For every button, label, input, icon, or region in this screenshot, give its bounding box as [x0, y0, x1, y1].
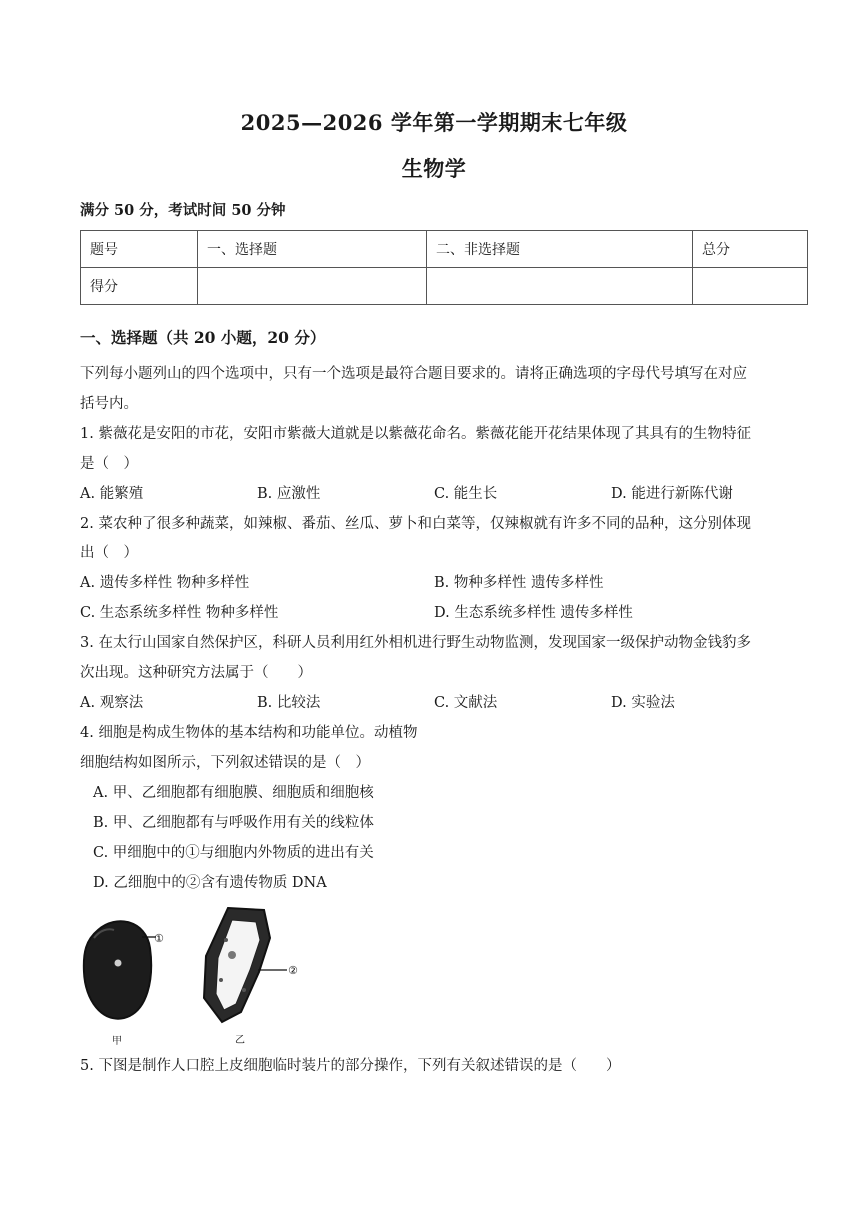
option-a: A. 遗传多样性 物种多样性	[80, 575, 250, 591]
table-row-label: 得分	[81, 268, 198, 305]
question-1-stem: 是（ ）	[80, 456, 138, 472]
label-2: ②	[288, 964, 298, 977]
table-header-cell: 二、非选择题	[427, 231, 693, 268]
label-1: ①	[154, 932, 164, 945]
table-header-cell: 题号	[81, 231, 198, 268]
score-cell[interactable]	[693, 268, 808, 305]
option-d: D. 实验法	[611, 695, 675, 711]
question-2-stem: 2. 菜农种了很多种蔬菜，如辣椒、番茄、丝瓜、萝卜和白菜等，仅辣椒就有许多不同的品种，这分别体现	[80, 516, 751, 532]
option-b: B. 比较法	[257, 695, 321, 711]
question-4-stem: 细胞结构如图所示，下列叙述错误的是（ ）	[80, 755, 370, 771]
score-table	[80, 230, 808, 305]
instruction-text: 下列每小题列山的四个选项中，只有一个选项是最符合题目要求的。请将正确选项的字母代号填写在对应	[80, 366, 747, 382]
page-title: 2025—2026 学年第一学期期末七年级	[240, 110, 628, 135]
option-c: C. 文献法	[434, 695, 498, 711]
table-row	[81, 268, 808, 305]
exam-info: 满分 50 分，考试时间 50 分钟	[80, 202, 286, 219]
instruction-text: 括号内。	[80, 396, 138, 412]
caption-jia: 甲	[112, 1036, 122, 1047]
table-row	[81, 231, 808, 268]
option-b: B. 物种多样性 遗传多样性	[434, 575, 604, 591]
option-c: C. 生态系统多样性 物种多样性	[80, 605, 279, 621]
option-d: D. 生态系统多样性 遗传多样性	[434, 605, 633, 621]
page-subtitle: 生物学	[401, 156, 467, 181]
question-1-stem: 1. 紫薇花是安阳的市花，安阳市紫薇大道就是以紫薇花命名。紫薇花能开花结果体现了其具有的生物特征	[80, 426, 751, 442]
option-c: C. 甲细胞中的①与细胞内外物质的进出有关	[93, 845, 374, 861]
cell-figure	[76, 900, 336, 1050]
plant-cell-image	[204, 908, 287, 1022]
score-cell[interactable]	[427, 268, 693, 305]
section-heading: 一、选择题（共 20 小题，20 分）	[80, 328, 326, 347]
option-a: A. 观察法	[80, 695, 144, 711]
option-b: B. 甲、乙细胞都有与呼吸作用有关的线粒体	[93, 815, 374, 831]
table-header-cell: 总分	[693, 231, 808, 268]
table-header-cell: 一、选择题	[198, 231, 427, 268]
option-d: D. 乙细胞中的②含有遗传物质 DNA	[93, 875, 327, 891]
question-4-stem: 4. 细胞是构成生物体的基本结构和功能单位。动植物	[80, 725, 418, 741]
question-3-stem: 次出现。这种研究方法属于（ ）	[80, 665, 312, 681]
animal-cell-image	[84, 921, 156, 1018]
option-a: A. 甲、乙细胞都有细胞膜、细胞质和细胞核	[93, 785, 374, 801]
option-b: B. 应激性	[257, 486, 321, 502]
option-a: A. 能繁殖	[80, 486, 144, 502]
option-c: C. 能生长	[434, 486, 498, 502]
question-5-stem: 5. 下图是制作人口腔上皮细胞临时装片的部分操作，下列有关叙述错误的是（ ）	[80, 1058, 621, 1074]
question-2-stem: 出（ ）	[80, 545, 138, 561]
question-3-stem: 3. 在太行山国家自然保护区，科研人员利用红外相机进行野生动物监测，发现国家一级保护动物金钱豹多	[80, 635, 751, 651]
score-cell[interactable]	[198, 268, 427, 305]
caption-yi: 乙	[235, 1035, 245, 1046]
option-d: D. 能进行新陈代谢	[611, 486, 733, 502]
